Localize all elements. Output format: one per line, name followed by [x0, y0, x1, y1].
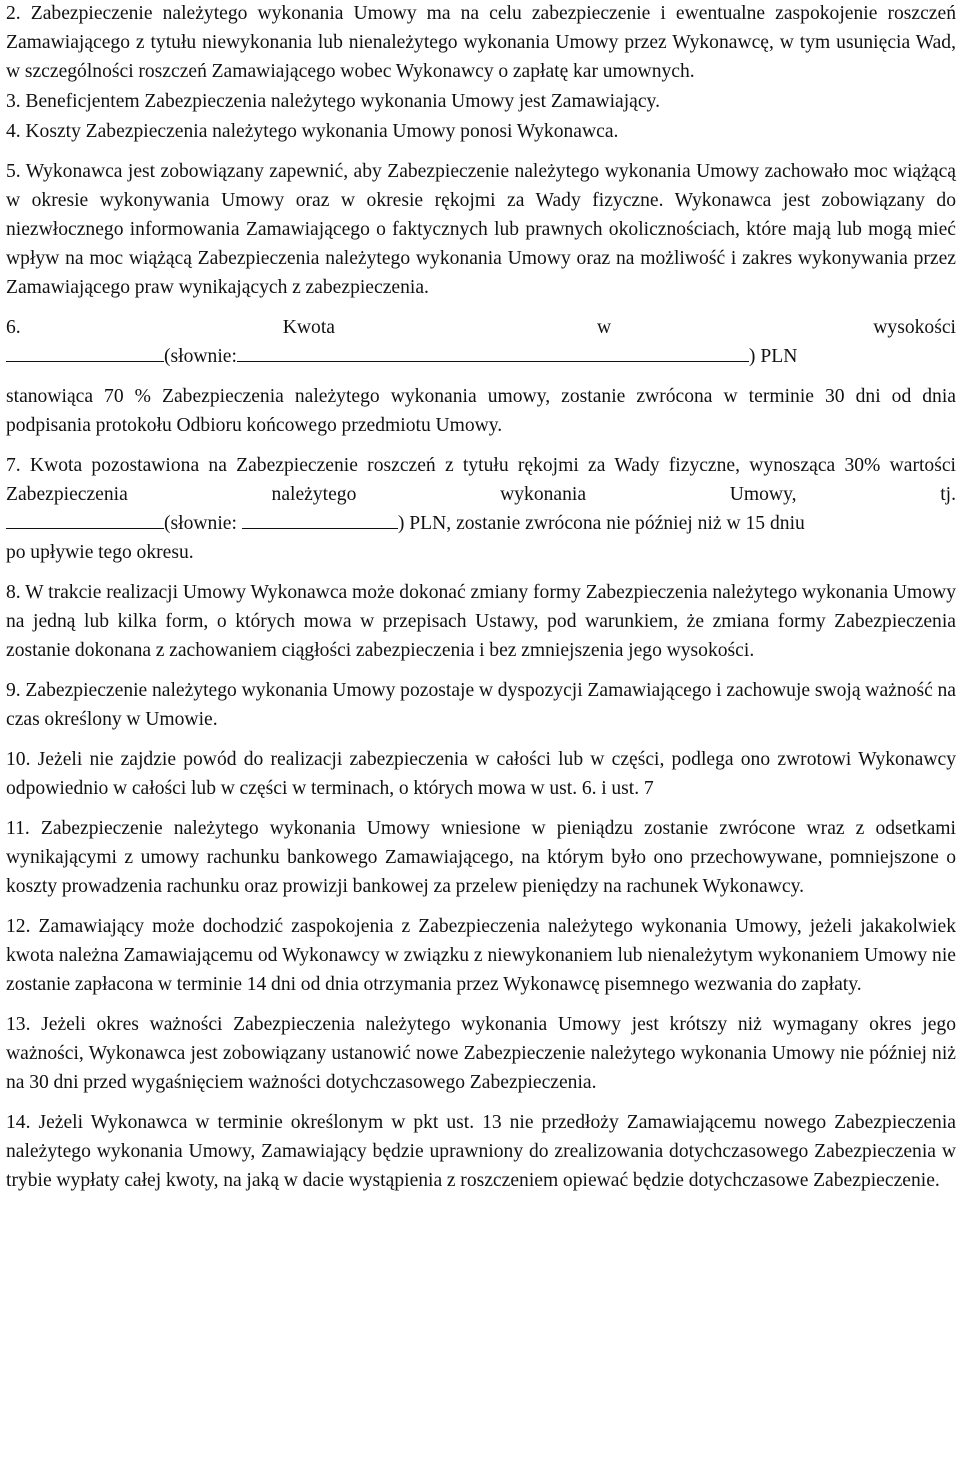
paragraph-6-word-kwota: Kwota: [282, 317, 335, 338]
paragraph-6-first-line: [6, 313, 956, 342]
amount-words-blank[interactable]: [237, 342, 749, 362]
paragraph-3: 3. Beneficjentem Zabezpieczenia należytego wykonania Umowy jest Zamawiający.: [6, 91, 660, 112]
paragraph-10: 10. Jeżeli nie zajdzie powód do realizacji zabezpieczenia w całości lub w części, podlega ono zwrotowi Wykonawcy odpowiednio w całości lub w części w terminach, o których mowa w ust. 6. i ust. 7: [6, 749, 956, 799]
amount-blank-7[interactable]: [6, 509, 164, 529]
paragraph-6-word-wysokosci: wysokości: [873, 317, 956, 338]
amount-words-blank-7[interactable]: [242, 509, 398, 529]
pln-label: ) PLN: [748, 346, 798, 367]
pln-rest-7: ) PLN, zostanie zwrócona nie później niż w 15 dniu: [397, 513, 805, 534]
slownie-label: (słownie:: [164, 346, 237, 367]
paragraph-4: 4. Koszty Zabezpieczenia należytego wykonania Umowy ponosi Wykonawca.: [6, 121, 619, 142]
paragraph-5: 5. Wykonawca jest zobowiązany zapewnić, aby Zabezpieczenie należytego wykonania Umowy zachowało moc wiążącą w okresie wykonywania Umowy oraz w okresie rękojmi za Wady fizyczne. Wykonawca jest zobowiązany do niezwłocznego informowania Zamawiającego o faktycznych lub prawnych okolicznościach, które mają lub mogą mieć wpływ na moc wiążącą Zabezpieczenia należytego wykonania Umowy oraz na możliwość i zakres wykonywania przez Zamawiającego praw wynikających z zabezpieczenia.: [6, 161, 956, 298]
paragraph-6-word-w: w: [597, 317, 612, 338]
paragraph-6: [6, 313, 956, 440]
paragraph-7-end: po upływie tego okresu.: [6, 542, 194, 563]
document-page: [6, 0, 956, 1195]
paragraph-7: [6, 451, 956, 567]
paragraph-11: 11. Zabezpieczenie należytego wykonania Umowy wniesione w pieniądzu zostanie zwrócone wraz z odsetkami wynikającymi z umowy rachunku bankowego Zamawiającego, na którym było ono przechowywane, pomniejszone o koszty prowadzenia rachunku oraz prowizji bankowej za przelew pieniędzy na rachunek Wykonawcy.: [6, 818, 956, 897]
slownie-label-7: (słownie:: [164, 513, 237, 534]
paragraph-9: 9. Zabezpieczenie należytego wykonania Umowy pozostaje w dyspozycji Zamawiającego i zachowuje swoją ważność na czas określony w Umowie.: [6, 680, 956, 730]
paragraph-2: 2. Zabezpieczenie należytego wykonania Umowy ma na celu zabezpieczenie i ewentualne zaspokojenie roszczeń Zamawiającego z tytułu niewykonania lub nienależytego wykonania Umowy przez Wykonawcę, w tym usunięcia Wad, w szczególności roszczeń Zamawiającego wobec Wykonawcy o zapłatę kar umownych.: [6, 3, 956, 82]
paragraph-6-number: 6.: [6, 317, 21, 338]
paragraph-7-intro: 7. Kwota pozostawiona na Zabezpieczenie roszczeń z tytułu rękojmi za Wady fizyczne, wynosząca 30% wartości Zabezpieczenia należytego wykonania Umowy, tj.: [6, 455, 956, 505]
paragraph-7-blank-line: [6, 509, 956, 538]
paragraph-13: 13. Jeżeli okres ważności Zabezpieczenia należytego wykonania Umowy jest krótszy niż wymagany okres jego ważności, Wykonawca jest zobowiązany ustanowić nowe Zabezpieczenie należytego wykonania Umowy nie później niż na 30 dni przed wygaśnięciem ważności dotychczasowego Zabezpieczenia.: [6, 1014, 956, 1093]
paragraph-6-blank-line: [6, 342, 956, 371]
amount-blank[interactable]: [6, 342, 164, 362]
paragraph-12: 12. Zamawiający może dochodzić zaspokojenia z Zabezpieczenia należytego wykonania Umowy, jeżeli jakakolwiek kwota należna Zamawiającemu od Wykonawcy w związku z niewykonaniem lub nienależytym wykonaniem Umowy nie zostanie zapłacona w terminie 14 dni od dnia otrzymania przez Wykonawcę pisemnego wezwania do zapłaty.: [6, 916, 956, 995]
paragraph-6-rest: stanowiąca 70 % Zabezpieczenia należytego wykonania umowy, zostanie zwrócona w terminie 30 dni od dnia podpisania protokołu Odbioru końcowego przedmiotu Umowy.: [6, 386, 956, 436]
paragraph-14: 14. Jeżeli Wykonawca w terminie określonym w pkt ust. 13 nie przedłoży Zamawiającemu nowego Zabezpieczenia należytego wykonania Umowy, Zamawiający będzie uprawniony do zrealizowania dotychczasowego Zabezpieczenia w trybie wypłaty całej kwoty, na jaką w dacie wystąpienia z roszczeniem opiewać będzie dotychczasowe Zabezpieczenie.: [6, 1112, 956, 1191]
paragraph-8: 8. W trakcie realizacji Umowy Wykonawca może dokonać zmiany formy Zabezpieczenia należytego wykonania Umowy na jedną lub kilka form, o których mowa w przepisach Ustawy, pod warunkiem, że zmiana formy Zabezpieczenia zostanie dokonana z zachowaniem ciągłości zabezpieczenia i bez zmniejszenia jego wysokości.: [6, 582, 956, 661]
